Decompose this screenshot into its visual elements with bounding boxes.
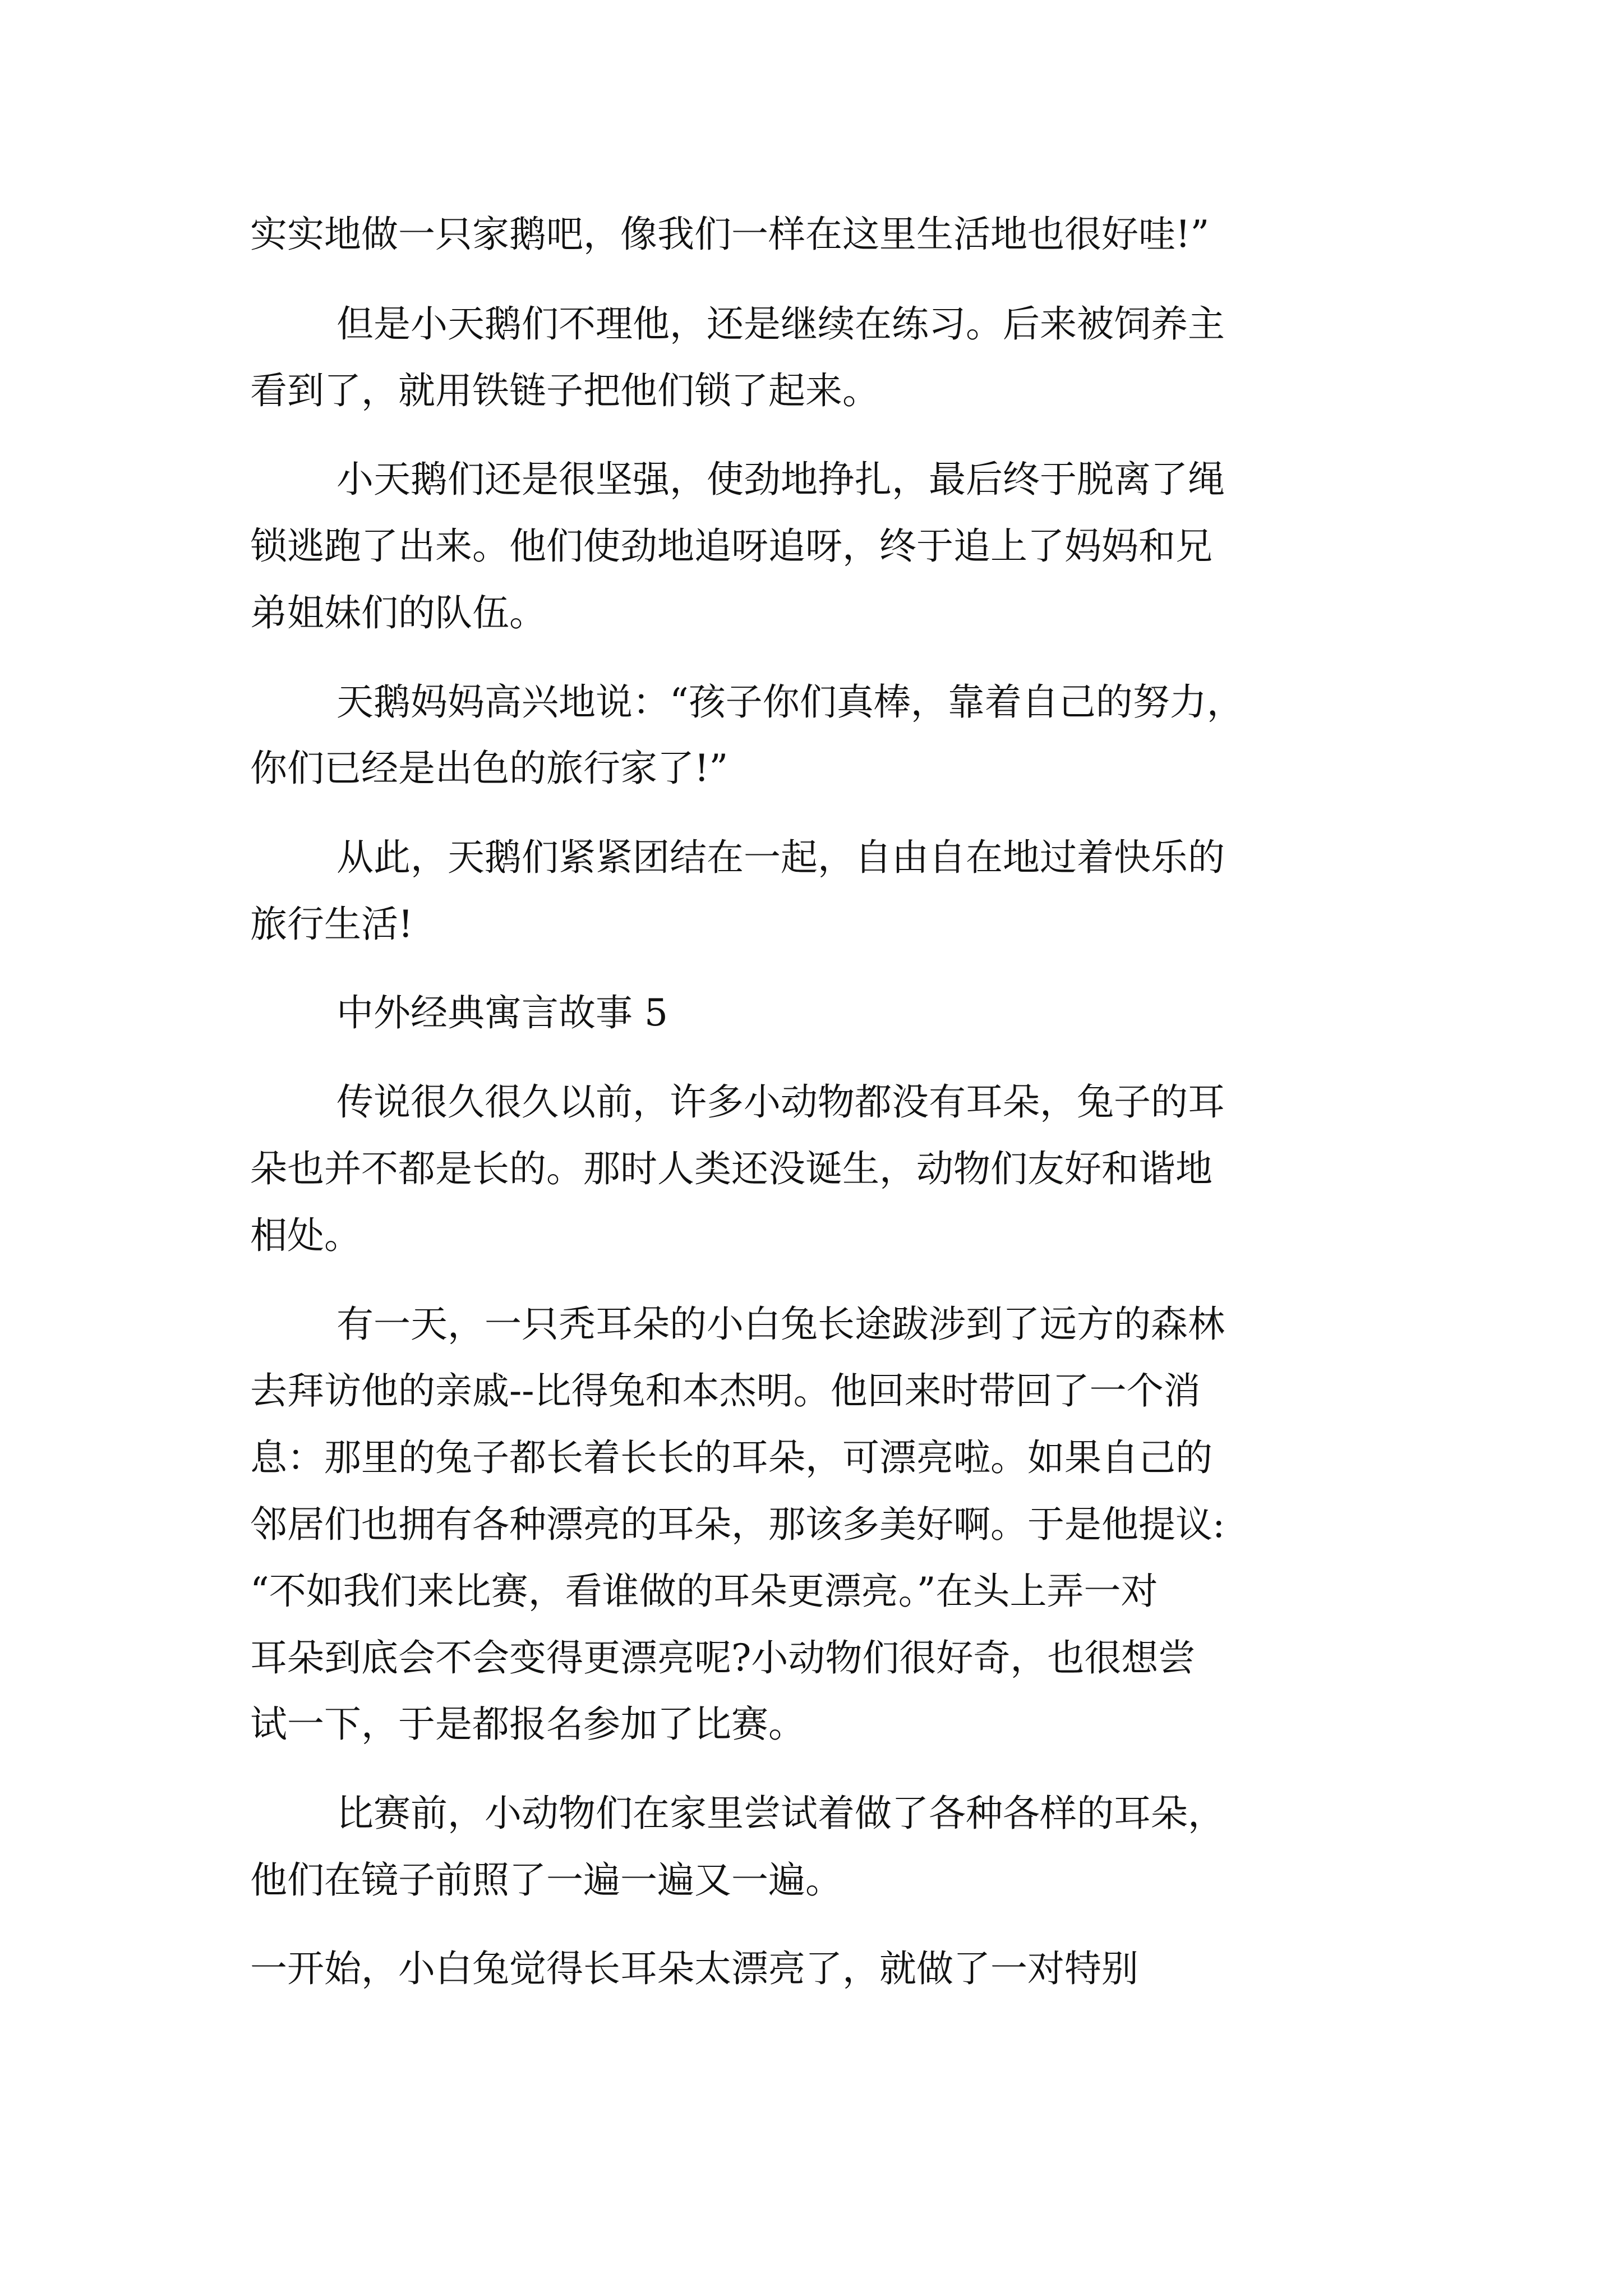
text-line: 看到了，就用铁链子把他们锁了起来。 <box>250 369 879 412</box>
text-line: 邻居们也拥有各种漂亮的耳朵，那该多美好啊。于是他提议: <box>250 1503 1225 1546</box>
section-heading: 中外经典寓言故事 5 <box>336 991 668 1034</box>
text-line: 从此，天鹅们紧紧团结在一起，自由自在地过着快乐的 <box>336 836 1225 879</box>
text-line: 你们已经是出色的旅行家了!” <box>250 747 728 790</box>
text-line: 实实地做一只家鹅吧，像我们一样在这里生活地也很好哇!” <box>250 213 1210 256</box>
text-line: 朵也并不都是长的。那时人类还没诞生，动物们友好和谐地 <box>250 1147 1212 1190</box>
text-line: 息：那里的兔子都长着长长的耳朵，可漂亮啦。如果自己的 <box>250 1436 1212 1479</box>
text-line: 一开始，小白兔觉得长耳朵太漂亮了，就做了一对特别 <box>250 1947 1138 1990</box>
text-line: 耳朵到底会不会变得更漂亮呢?小动物们很好奇，也很想尝 <box>250 1636 1196 1680</box>
text-line: 他们在镜子前照了一遍一遍又一遍。 <box>250 1858 842 1902</box>
text-line: 小天鹅们还是很坚强，使劲地挣扎，最后终于脱离了绳 <box>336 458 1225 501</box>
text-line: 传说很久很久以前，许多小动物都没有耳朵，兔子的耳 <box>336 1080 1225 1124</box>
text-line: 弟姐妹们的队伍。 <box>250 591 546 634</box>
text-line: 旅行生活! <box>250 903 413 946</box>
text-line: 天鹅妈妈高兴地说：“孩子你们真棒，靠着自己的努力， <box>336 680 1244 724</box>
text-line: “不如我们来比赛，看谁做的耳朵更漂亮。”在头上弄一对 <box>250 1570 1158 1613</box>
text-line: 有一天，一只秃耳朵的小白兔长途跋涉到了远方的森林 <box>336 1303 1225 1346</box>
text-line: 但是小天鹅们不理他，还是继续在练习。后来被饲养主 <box>336 302 1225 346</box>
text-line: 试一下，于是都报名参加了比赛。 <box>250 1703 805 1746</box>
text-line: 相处。 <box>250 1214 361 1257</box>
text-line: 比赛前，小动物们在家里尝试着做了各种各样的耳朵， <box>336 1792 1225 1835</box>
text-line: 锁逃跑了出来。他们使劲地追呀追呀，终于追上了妈妈和兄 <box>250 524 1212 568</box>
text-line: 去拜访他的亲戚--比得兔和本杰明。他回来时带回了一个消 <box>250 1369 1201 1412</box>
